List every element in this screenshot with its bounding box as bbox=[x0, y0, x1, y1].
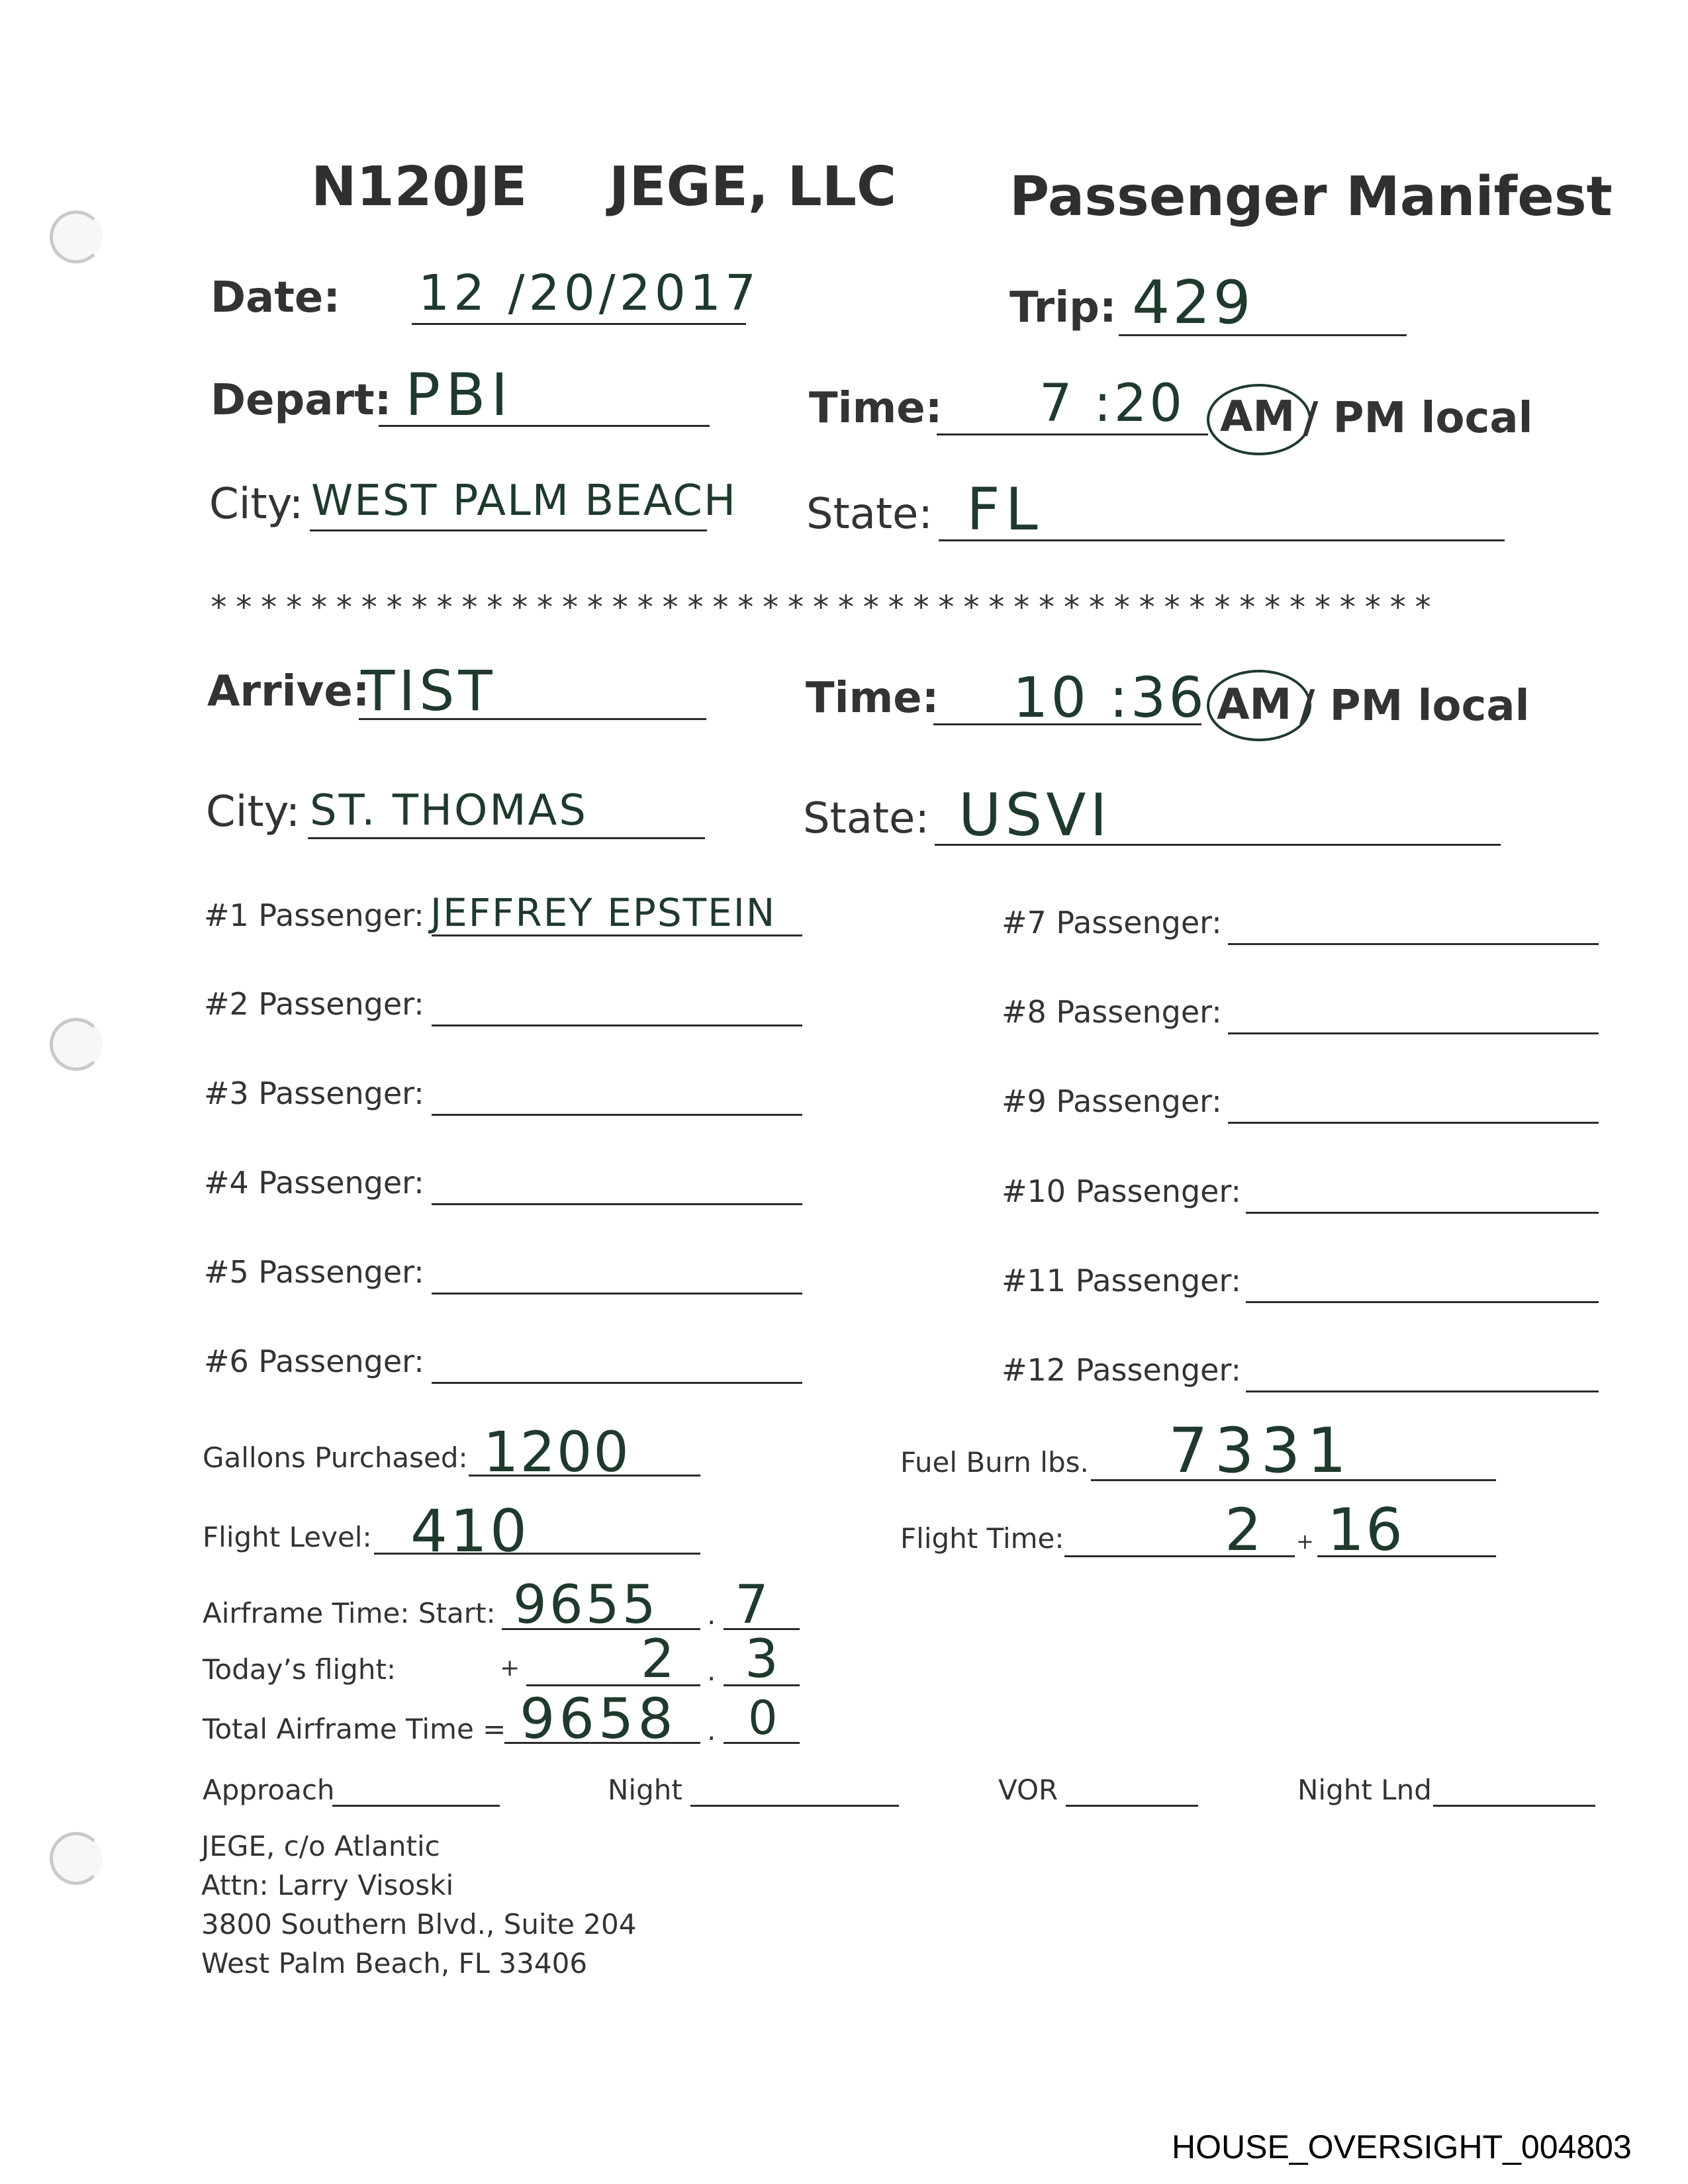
flight-time-minutes: 16 bbox=[1327, 1496, 1404, 1564]
airframe-start-label: Airframe Time: Start: bbox=[203, 1597, 496, 1629]
passenger-10-line[interactable] bbox=[1246, 1212, 1599, 1214]
passenger-3-label: #3 Passenger: bbox=[204, 1075, 424, 1111]
arrive-value: TIST bbox=[361, 659, 496, 723]
passenger-5-label: #5 Passenger: bbox=[204, 1254, 424, 1290]
trip-label: Trip: bbox=[1009, 283, 1117, 332]
arrive-pm-label: / PM local bbox=[1299, 682, 1530, 731]
form-title: Passenger Manifest bbox=[1009, 165, 1613, 228]
passenger-12-line[interactable] bbox=[1246, 1390, 1599, 1392]
night-lnd-label: Night Lnd bbox=[1297, 1774, 1432, 1806]
arrive-city-value: ST. THOMAS bbox=[310, 786, 588, 835]
arrive-city-label: City: bbox=[206, 788, 301, 837]
company-name: JEGE, LLC bbox=[609, 156, 897, 218]
binder-hole-top bbox=[50, 210, 103, 263]
tail-number: N120JE bbox=[311, 156, 528, 218]
depart-state-label: State: bbox=[806, 490, 933, 539]
passenger-2-label: #2 Passenger: bbox=[204, 986, 424, 1022]
fuel-burn-label: Fuel Burn lbs. bbox=[900, 1446, 1089, 1479]
passenger-6-line[interactable] bbox=[432, 1382, 802, 1384]
gallons-label: Gallons Purchased: bbox=[203, 1441, 468, 1474]
passenger-1-label: #1 Passenger: bbox=[204, 897, 424, 933]
flight-time-label: Flight Time: bbox=[900, 1522, 1064, 1555]
arrive-time-label: Time: bbox=[806, 674, 939, 723]
flight-time-plus: + bbox=[1296, 1529, 1314, 1554]
bates-stamp: HOUSE_OVERSIGHT_004803 bbox=[1172, 2128, 1632, 2165]
date-value: 12 /20/2017 bbox=[418, 265, 761, 322]
flight-level-label: Flight Level: bbox=[203, 1521, 372, 1553]
passenger-5-line[interactable] bbox=[432, 1293, 802, 1295]
address-line-1: JEGE, c/o Atlantic bbox=[201, 1830, 440, 1862]
arrive-time-value: 10 :36 bbox=[1013, 665, 1207, 730]
passenger-8-label: #8 Passenger: bbox=[1002, 994, 1222, 1030]
night-line[interactable] bbox=[690, 1805, 899, 1807]
arrive-am-label: AM bbox=[1217, 680, 1292, 729]
passenger-12-label: #12 Passenger: bbox=[1002, 1352, 1242, 1388]
flight-level-value: 410 bbox=[410, 1497, 530, 1565]
arrive-state-value: USVI bbox=[959, 781, 1111, 849]
arrive-state-label: State: bbox=[803, 794, 929, 843]
address-line-4: West Palm Beach, FL 33406 bbox=[201, 1947, 588, 1979]
date-line[interactable] bbox=[412, 323, 746, 325]
night-label: Night bbox=[608, 1774, 682, 1806]
passenger-10-label: #10 Passenger: bbox=[1002, 1173, 1242, 1209]
binder-hole-bottom bbox=[50, 1832, 103, 1885]
vor-line[interactable] bbox=[1066, 1805, 1198, 1807]
todays-flight-dot: . bbox=[707, 1655, 716, 1687]
trip-value: 429 bbox=[1132, 268, 1254, 338]
passenger-1-value: JEFFREY EPSTEIN bbox=[430, 890, 776, 935]
passenger-4-line[interactable] bbox=[432, 1203, 802, 1205]
total-airframe-dot: . bbox=[707, 1714, 716, 1747]
arrive-label: Arrive: bbox=[207, 667, 370, 716]
passenger-4-label: #4 Passenger: bbox=[204, 1165, 424, 1201]
gallons-value: 1200 bbox=[483, 1420, 630, 1484]
depart-city-line[interactable] bbox=[310, 529, 707, 531]
total-airframe-whole: 9658 bbox=[520, 1686, 677, 1751]
passenger-7-line[interactable] bbox=[1228, 943, 1599, 945]
depart-pm-label: / PM local bbox=[1303, 394, 1533, 443]
address-line-2: Attn: Larry Visoski bbox=[201, 1869, 454, 1901]
passenger-11-line[interactable] bbox=[1246, 1301, 1599, 1303]
passenger-7-label: #7 Passenger: bbox=[1002, 905, 1222, 940]
depart-city-label: City: bbox=[209, 480, 304, 529]
flight-time-hours: 2 bbox=[1225, 1496, 1267, 1564]
address-line-3: 3800 Southern Blvd., Suite 204 bbox=[201, 1908, 637, 1940]
approach-line[interactable] bbox=[332, 1805, 500, 1807]
depart-state-value: FL bbox=[966, 475, 1043, 543]
depart-time-line[interactable] bbox=[937, 433, 1208, 435]
airframe-start-tenth: 7 bbox=[735, 1574, 774, 1635]
depart-time-label: Time: bbox=[809, 384, 943, 433]
depart-label: Depart: bbox=[211, 376, 392, 425]
passenger-8-line[interactable] bbox=[1228, 1032, 1599, 1034]
todays-flight-tenth: 3 bbox=[745, 1628, 784, 1690]
passenger-9-line[interactable] bbox=[1228, 1122, 1599, 1124]
total-airframe-label: Total Airframe Time = bbox=[203, 1713, 506, 1745]
depart-value: PBI bbox=[405, 361, 514, 429]
fuel-burn-value: 7331 bbox=[1168, 1415, 1354, 1487]
airframe-start-dot: . bbox=[707, 1598, 716, 1631]
depart-city-value: WEST PALM BEACH bbox=[311, 477, 737, 525]
passenger-6-label: #6 Passenger: bbox=[204, 1343, 424, 1379]
arrive-city-line[interactable] bbox=[308, 837, 705, 839]
airframe-start-whole: 9655 bbox=[513, 1574, 659, 1635]
todays-flight-label: Today’s flight: bbox=[203, 1653, 397, 1686]
asterisk-divider: ************************************************* bbox=[209, 589, 1439, 626]
todays-flight-plus: + bbox=[500, 1655, 520, 1682]
passenger-2-line[interactable] bbox=[432, 1024, 802, 1026]
approach-label: Approach bbox=[203, 1774, 335, 1806]
depart-am-label: AM bbox=[1220, 392, 1295, 441]
todays-flight-whole: 2 bbox=[641, 1628, 680, 1690]
total-airframe-tenth: 0 bbox=[748, 1691, 783, 1745]
passenger-11-label: #11 Passenger: bbox=[1002, 1263, 1242, 1298]
passenger-9-label: #9 Passenger: bbox=[1002, 1083, 1222, 1119]
vor-label: VOR bbox=[998, 1774, 1058, 1806]
date-label: Date: bbox=[211, 273, 340, 322]
night-lnd-line[interactable] bbox=[1433, 1805, 1595, 1807]
passenger-3-line[interactable] bbox=[432, 1114, 802, 1116]
binder-hole-middle bbox=[50, 1018, 103, 1071]
depart-time-value: 7 :20 bbox=[1039, 374, 1185, 433]
